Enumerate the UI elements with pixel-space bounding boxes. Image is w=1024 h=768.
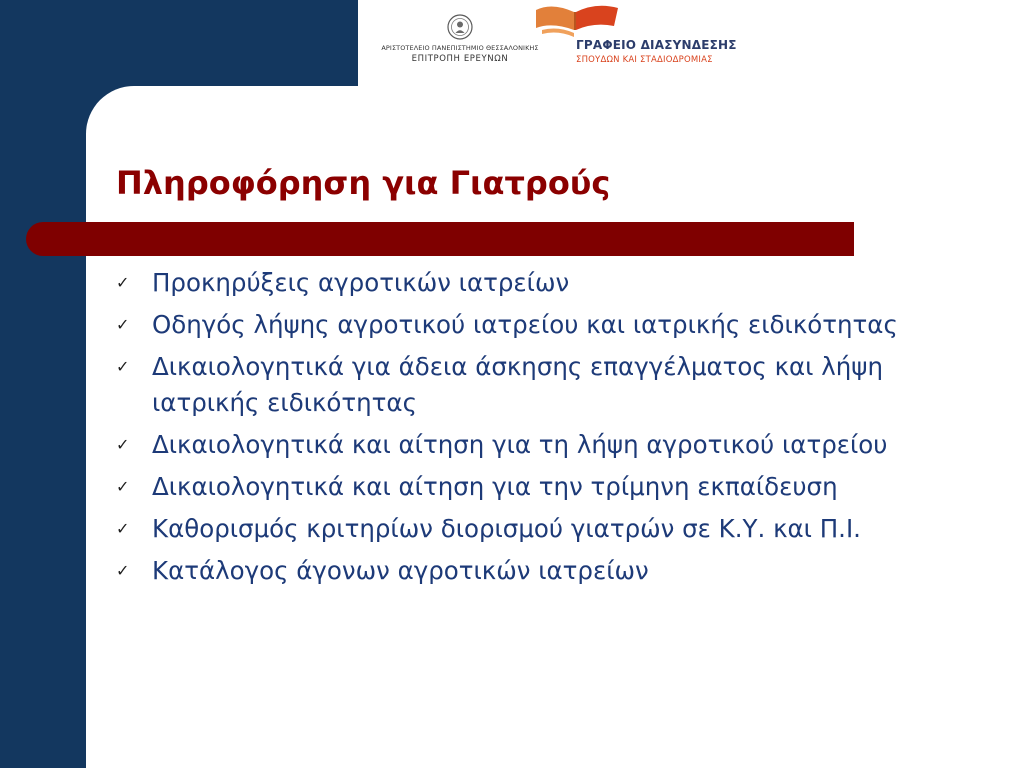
list-item-text: Δικαιολογητικά και αίτηση για την τρίμηνη εκπαίδευση (152, 472, 838, 501)
list-item (116, 307, 996, 343)
title-underline-bar (26, 222, 854, 256)
list-item (116, 427, 996, 463)
university-logo (365, 14, 555, 64)
list-item (116, 349, 996, 421)
list-item-text: Καθορισμός κριτηρίων διορισμού γιατρών σε Κ.Υ. και Π.Ι. (152, 514, 861, 543)
office-name-line1: ΓΡΑΦΕΙΟ ΔΙΑΣΥΝΔΕΣΗΣ (576, 38, 737, 52)
checkmark-icon: ✓ (116, 477, 130, 496)
info-list (116, 265, 996, 595)
office-name-line2: ΣΠΟΥΔΩΝ ΚΑΙ ΣΤΑΔΙΟΔΡΟΜΙΑΣ (576, 55, 713, 65)
list-item (116, 469, 996, 505)
list-item-text: Δικαιολογητικά και αίτηση για τη λήψη αγροτικού ιατρείου (152, 430, 888, 459)
career-office-logo (532, 0, 772, 80)
list-item-text: Προκηρύξεις αγροτικών ιατρείων (152, 268, 570, 297)
list-item-text: Κατάλογος άγονων αγροτικών ιατρείων (152, 556, 649, 585)
checkmark-icon: ✓ (116, 315, 130, 334)
list-item-text: Οδηγός λήψης αγροτικού ιατρείου και ιατρικής ειδικότητας (152, 310, 898, 339)
list-item (116, 265, 996, 301)
university-name: ΑΡΙΣΤΟΤΕΛΕΙΟ ΠΑΝΕΠΙΣΤΗΜΙΟ ΘΕΣΣΑΛΟΝΙΚΗΣ (381, 44, 539, 52)
committee-name: ΕΠΙΤΡΟΠΗ ΕΡΕΥΝΩΝ (411, 54, 509, 64)
list-item-text: Δικαιολογητικά για άδεια άσκησης επαγγέλματος και λήψη ιατρικής ειδικότητας (152, 352, 883, 417)
university-seal-icon (447, 14, 473, 40)
list-item (116, 511, 996, 547)
checkmark-icon: ✓ (116, 357, 130, 376)
checkmark-icon: ✓ (116, 435, 130, 454)
slide-title: Πληροφόρηση για Γιατρούς (116, 164, 611, 202)
list-item (116, 553, 996, 589)
checkmark-icon: ✓ (116, 519, 130, 538)
checkmark-icon: ✓ (116, 561, 130, 580)
checkmark-icon: ✓ (116, 273, 130, 292)
